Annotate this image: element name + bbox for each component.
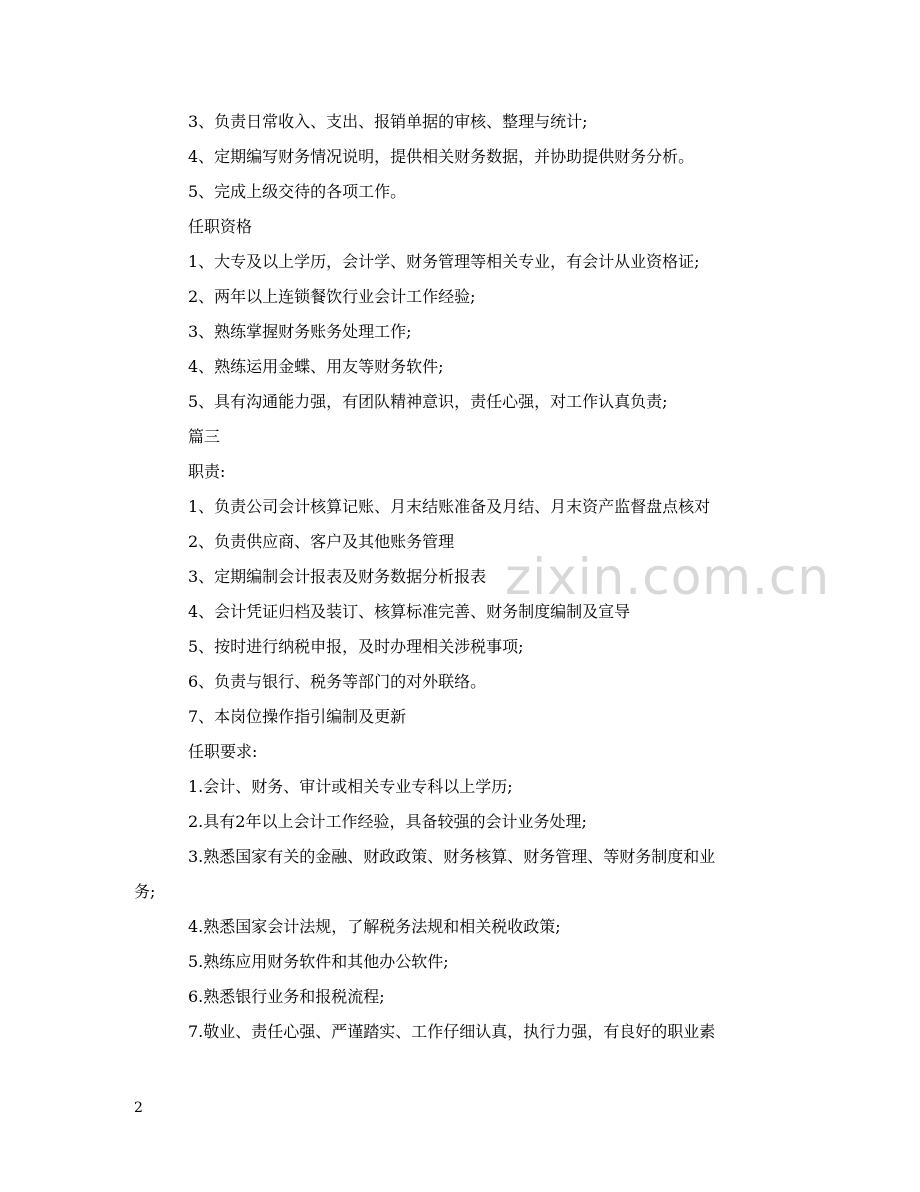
page-number: 2: [134, 1100, 143, 1116]
text-line: 4、会计凭证归档及装订、核算标准完善、财务制度编制及宣导: [188, 602, 631, 621]
document-body: [134, 110, 790, 1055]
text-line: 5、完成上级交待的各项工作。: [188, 182, 407, 201]
section-heading: 任职资格: [188, 217, 253, 236]
text-line: 1、大专及以上学历，会计学、财务管理等相关专业，有会计从业资格证;: [188, 252, 700, 271]
section-heading: 任职要求:: [188, 742, 258, 761]
text-line: 7.敬业、责任心强、严谨踏实、工作仔细认真，执行力强，有良好的职业素: [188, 1022, 716, 1041]
text-line: 3.熟悉国家有关的金融、财政政策、财务核算、财务管理、等财务制度和业: [188, 847, 716, 866]
text-line: 2、负责供应商、客户及其他账务管理: [188, 532, 455, 551]
text-line-continuation: 务;: [134, 882, 156, 901]
text-line: 5、具有沟通能力强，有团队精神意识，责任心强，对工作认真负责;: [188, 392, 668, 411]
text-line: 4、熟练运用金蝶、用友等财务软件;: [188, 357, 444, 376]
text-line: 5、按时进行纳税申报，及时办理相关涉税事项;: [188, 637, 524, 656]
text-line: 3、负责日常收入、支出、报销单据的审核、整理与统计;: [188, 112, 588, 131]
text-line: 4、定期编写财务情况说明，提供相关财务数据，并协助提供财务分析。: [188, 147, 695, 166]
text-line: 7、本岗位操作指引编制及更新: [188, 707, 407, 726]
text-line: 2.具有2年以上会计工作经验，具备较强的会计业务处理;: [188, 812, 587, 831]
text-line: 2、两年以上连锁餐饮行业会计工作经验;: [188, 287, 476, 306]
text-line: 1、负责公司会计核算记账、月末结账准备及月结、月末资产监督盘点核对: [188, 497, 711, 516]
section-heading: 篇三: [188, 427, 221, 446]
section-heading: 职责:: [188, 462, 226, 481]
watermark: zixin.com.cn: [505, 548, 831, 606]
text-line: 3、熟练掌握财务账务处理工作;: [188, 322, 412, 341]
text-line: 5.熟练应用财务软件和其他办公软件;: [188, 952, 449, 971]
text-line: 3、定期编制会计报表及财务数据分析报表: [188, 567, 487, 586]
text-line: 4.熟悉国家会计法规，了解税务法规和相关税收政策;: [188, 917, 561, 936]
text-line: 1.会计、财务、审计或相关专业专科以上学历;: [188, 777, 513, 796]
text-line: 6.熟悉银行业务和报税流程;: [188, 987, 385, 1006]
text-line: 6、负责与银行、税务等部门的对外联络。: [188, 672, 487, 691]
